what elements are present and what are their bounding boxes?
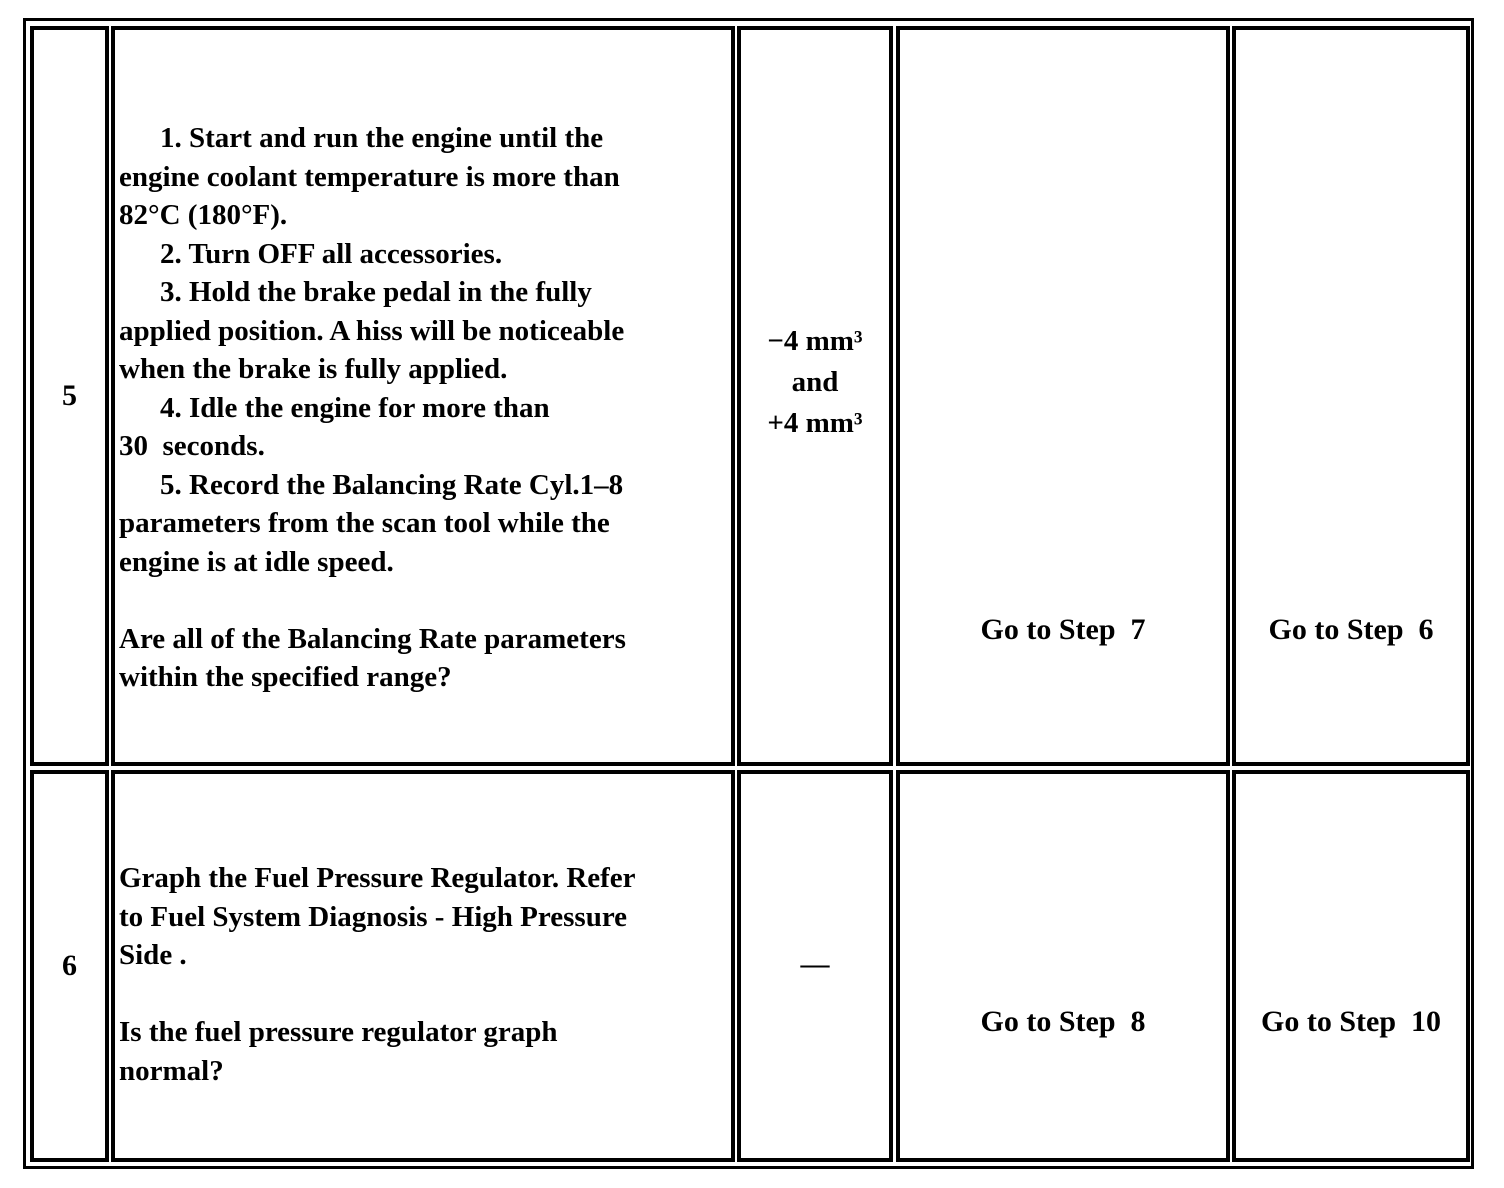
yes-goto-link[interactable]: Go to Step 8 [980,1005,1146,1038]
step-number: 6 [62,949,77,982]
action-line: engine is at idle speed. [119,545,394,578]
value-line: and [791,365,839,398]
yes-goto-link[interactable]: Go to Step 7 [980,613,1146,646]
yes-cell [896,770,1230,1162]
action-line: 2. Turn OFF all accessories. [160,237,503,270]
question-line: Is the fuel pressure regulator graph [119,1016,558,1048]
step-number: 5 [62,379,77,412]
no-cell [1232,770,1470,1162]
no-goto-link[interactable]: Go to Step 10 [1261,1005,1441,1038]
value-cell [737,770,893,1162]
step-number-cell [30,26,109,766]
action-line: to Fuel System Diagnosis - High Pressure [119,900,628,933]
action-line: 82°C (180°F). [119,199,288,231]
no-goto-link[interactable]: Go to Step 6 [1268,613,1434,646]
question-line: within the specified range? [119,661,452,693]
action-line: 30 seconds. [119,430,265,462]
action-line: Graph the Fuel Pressure Regulator. Refer [119,862,636,894]
value-cell [737,26,893,766]
no-cell [1232,26,1470,766]
value-line: +4 mm³ [767,406,863,439]
question-line: normal? [119,1054,224,1087]
question-line: Are all of the Balancing Rate parameters [119,622,626,655]
action-line: 3. Hold the brake pedal in the fully [160,276,592,308]
value-line: −4 mm³ [767,324,863,357]
action-line: applied position. A hiss will be noticeable [119,314,625,347]
action-line: parameters from the scan tool while the [119,507,610,539]
action-line: 5. Record the Balancing Rate Cyl.1–8 [160,468,624,501]
action-line: when the brake is fully applied. [119,353,508,385]
action-line: 4. Idle the engine for more than [160,391,550,424]
action-cell [111,770,735,1162]
action-line: Side . [119,939,187,971]
yes-cell [896,26,1230,766]
action-cell [111,26,735,766]
diagnostic-table [23,18,1474,1169]
value-line: — [800,947,830,980]
action-line: 1. Start and run the engine until the [160,122,604,154]
step-number-cell [30,770,109,1162]
action-line: engine coolant temperature is more than [119,160,620,193]
